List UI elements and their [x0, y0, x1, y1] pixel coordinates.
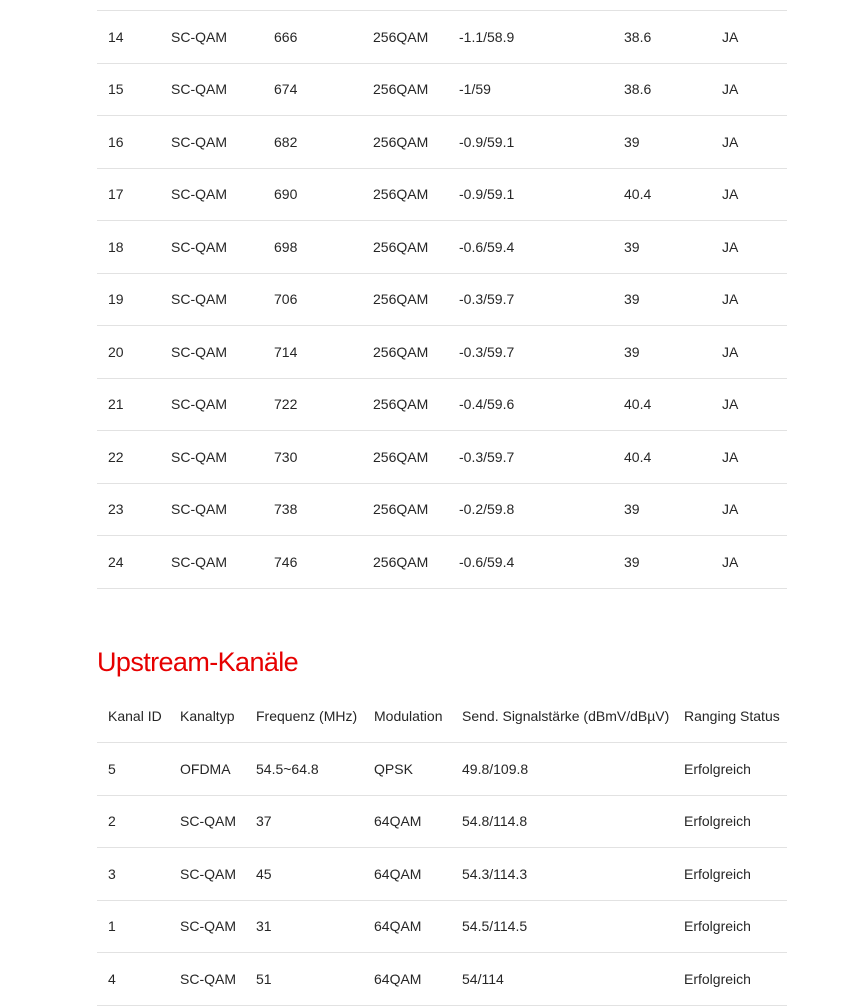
column-header: Modulation	[374, 708, 443, 724]
modulation: QPSK	[374, 760, 413, 777]
locked-status: JA	[722, 28, 739, 45]
transmit-power: 54/114	[462, 970, 504, 987]
channel-type: OFDMA	[180, 760, 231, 777]
upstream-table	[97, 690, 787, 1006]
power-level: -1/59	[459, 81, 491, 98]
frequency: 51	[256, 970, 272, 987]
column-header: Ranging Status	[684, 708, 780, 724]
snr: 38.6	[624, 81, 652, 98]
locked-status: JA	[722, 448, 739, 465]
table-row	[97, 848, 787, 901]
frequency: 31	[256, 918, 272, 935]
column-header: Send. Signalstärke (dBmV/dBµV)	[462, 708, 670, 724]
table-top-divider	[97, 0, 787, 11]
channel-id: 21	[108, 396, 124, 413]
modulation: 256QAM	[373, 396, 429, 413]
table-row	[97, 116, 787, 169]
page-content	[97, 0, 787, 987]
table-row	[97, 431, 787, 484]
section-title-upstream: Upstream-Kanäle	[97, 647, 299, 677]
table-row	[97, 743, 787, 796]
channel-id: 3	[108, 865, 116, 882]
frequency: 690	[274, 186, 298, 203]
channel-type: SC-QAM	[171, 501, 227, 518]
modulation: 64QAM	[374, 918, 422, 935]
channel-id: 23	[108, 501, 124, 518]
channel-id: 22	[108, 448, 124, 465]
modulation: 64QAM	[374, 865, 422, 882]
channel-type: SC-QAM	[171, 133, 227, 150]
modulation: 64QAM	[374, 813, 422, 830]
modulation: 256QAM	[373, 238, 429, 255]
modulation: 256QAM	[373, 501, 429, 518]
table-row	[97, 169, 787, 222]
table-row	[97, 274, 787, 327]
frequency: 730	[274, 448, 298, 465]
table-header-row	[97, 690, 787, 743]
frequency: 738	[274, 501, 298, 518]
snr: 39	[624, 553, 640, 570]
modulation: 256QAM	[373, 291, 429, 308]
ranging-status: Erfolgreich	[684, 813, 751, 830]
frequency: 37	[256, 813, 272, 830]
snr: 38.6	[624, 28, 652, 45]
snr: 39	[624, 291, 640, 308]
channel-type: SC-QAM	[171, 553, 227, 570]
table-row	[97, 484, 787, 537]
channel-type: SC-QAM	[171, 291, 227, 308]
modulation: 256QAM	[373, 343, 429, 360]
power-level: -0.4/59.6	[459, 396, 515, 413]
channel-id: 5	[108, 760, 116, 777]
ranging-status: Erfolgreich	[684, 918, 751, 935]
channel-id: 20	[108, 343, 124, 360]
snr: 39	[624, 343, 640, 360]
power-level: -0.2/59.8	[459, 501, 515, 518]
table-row	[97, 221, 787, 274]
frequency: 706	[274, 291, 298, 308]
frequency: 666	[274, 28, 298, 45]
channel-id: 15	[108, 81, 124, 98]
power-level: -0.9/59.1	[459, 186, 515, 203]
table-row	[97, 536, 787, 589]
frequency: 698	[274, 238, 298, 255]
frequency: 746	[274, 553, 298, 570]
modulation: 256QAM	[373, 133, 429, 150]
ranging-status: Erfolgreich	[684, 865, 751, 882]
transmit-power: 54.8/114.8	[462, 813, 528, 830]
channel-type: SC-QAM	[171, 238, 227, 255]
modulation: 256QAM	[373, 553, 429, 570]
locked-status: JA	[722, 343, 739, 360]
frequency: 722	[274, 396, 298, 413]
channel-id: 16	[108, 133, 124, 150]
channel-type: SC-QAM	[180, 813, 236, 830]
power-level: -0.6/59.4	[459, 238, 515, 255]
column-header: Kanal ID	[108, 708, 162, 724]
power-level: -0.9/59.1	[459, 133, 515, 150]
power-level: -0.3/59.7	[459, 448, 515, 465]
column-header: Frequenz (MHz)	[256, 708, 358, 724]
locked-status: JA	[722, 501, 739, 518]
table-row	[97, 796, 787, 849]
channel-id: 14	[108, 28, 124, 45]
modulation: 64QAM	[374, 970, 422, 987]
ranging-status: Erfolgreich	[684, 970, 751, 987]
channel-type: SC-QAM	[180, 865, 236, 882]
channel-type: SC-QAM	[180, 970, 236, 987]
snr: 40.4	[624, 448, 652, 465]
channel-type: SC-QAM	[171, 448, 227, 465]
snr: 39	[624, 501, 640, 518]
locked-status: JA	[722, 291, 739, 308]
channel-type: SC-QAM	[171, 186, 227, 203]
channel-type: SC-QAM	[171, 81, 227, 98]
transmit-power: 54.5/114.5	[462, 918, 528, 935]
channel-id: 18	[108, 238, 124, 255]
downstream-table	[97, 0, 787, 589]
table-row	[97, 11, 787, 64]
locked-status: JA	[722, 238, 739, 255]
frequency: 714	[274, 343, 298, 360]
modulation: 256QAM	[373, 81, 429, 98]
power-level: -1.1/58.9	[459, 28, 515, 45]
channel-id: 17	[108, 186, 124, 203]
locked-status: JA	[722, 81, 739, 98]
locked-status: JA	[722, 553, 739, 570]
modulation: 256QAM	[373, 448, 429, 465]
transmit-power: 54.3/114.3	[462, 865, 528, 882]
channel-type: SC-QAM	[171, 343, 227, 360]
frequency: 674	[274, 81, 298, 98]
modulation: 256QAM	[373, 28, 429, 45]
snr: 40.4	[624, 186, 652, 203]
locked-status: JA	[722, 133, 739, 150]
snr: 39	[624, 238, 640, 255]
frequency: 54.5~64.8	[256, 760, 319, 777]
table-row	[97, 953, 787, 1006]
modulation: 256QAM	[373, 186, 429, 203]
locked-status: JA	[722, 396, 739, 413]
channel-id: 1	[108, 918, 116, 935]
channel-id: 4	[108, 970, 116, 987]
snr: 40.4	[624, 396, 652, 413]
locked-status: JA	[722, 186, 739, 203]
power-level: -0.6/59.4	[459, 553, 515, 570]
power-level: -0.3/59.7	[459, 343, 515, 360]
power-level: -0.3/59.7	[459, 291, 515, 308]
frequency: 45	[256, 865, 272, 882]
transmit-power: 49.8/109.8	[462, 760, 529, 777]
column-header: Kanaltyp	[180, 708, 235, 724]
channel-id: 24	[108, 553, 124, 570]
channel-id: 2	[108, 813, 116, 830]
channel-type: SC-QAM	[171, 28, 227, 45]
channel-type: SC-QAM	[171, 396, 227, 413]
channel-id: 19	[108, 291, 124, 308]
table-row	[97, 326, 787, 379]
table-row	[97, 379, 787, 432]
ranging-status: Erfolgreich	[684, 760, 751, 777]
table-row	[97, 64, 787, 117]
snr: 39	[624, 133, 640, 150]
table-row	[97, 901, 787, 954]
channel-type: SC-QAM	[180, 918, 236, 935]
frequency: 682	[274, 133, 298, 150]
